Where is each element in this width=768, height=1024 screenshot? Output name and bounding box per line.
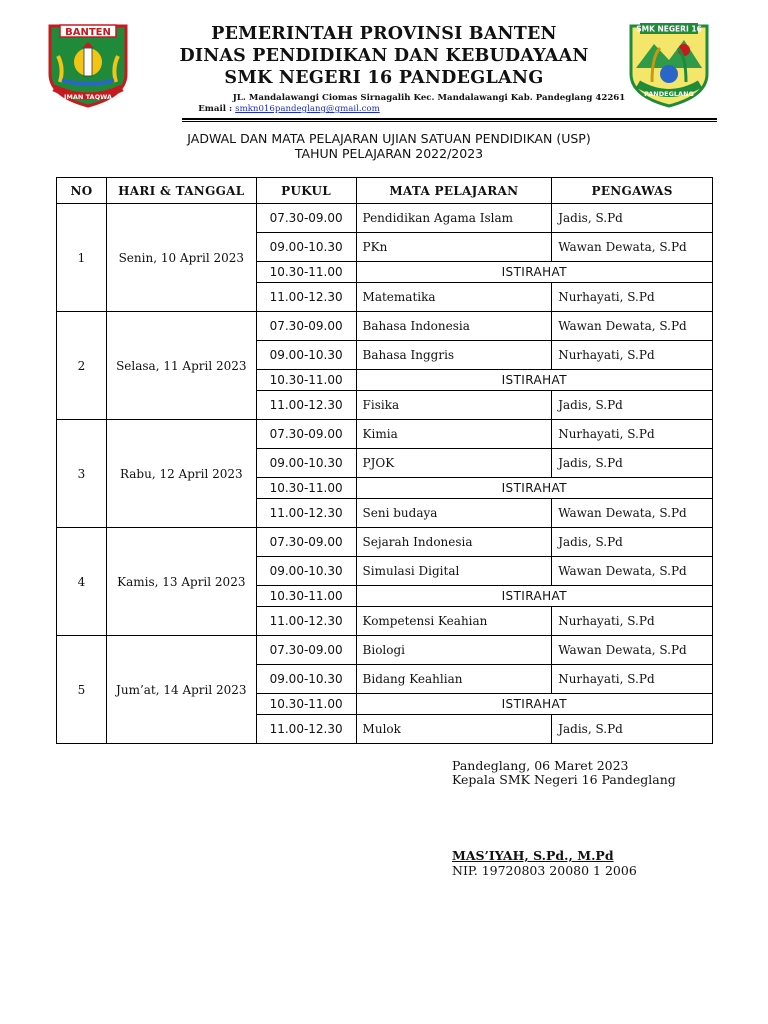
cell-break: ISTIRAHAT: [356, 694, 712, 715]
email-label: Email :: [198, 104, 236, 114]
cell-subject: Bahasa Indonesia: [356, 312, 552, 341]
table-row: [57, 636, 713, 665]
cell-subject: Mulok: [356, 715, 552, 744]
cell-subject: PJOK: [356, 449, 552, 478]
cell-day-date: Senin, 10 April 2023: [106, 204, 256, 312]
cell-proctor: Nurhayati, S.Pd: [552, 607, 713, 636]
letterhead-department: DINAS PENDIDIKAN DAN KEBUDAYAAN: [179, 46, 589, 66]
exam-schedule-table: [56, 177, 713, 744]
cell-proctor: Nurhayati, S.Pd: [552, 665, 713, 694]
cell-time: 09.00-10.30: [256, 557, 356, 586]
cell-proctor: Jadis, S.Pd: [552, 391, 713, 420]
svg-text:BANTEN: BANTEN: [65, 27, 111, 38]
signature-name: MAS’IYAH, S.Pd., M.Pd: [452, 848, 614, 863]
cell-time: 10.30-11.00: [256, 262, 356, 283]
table-header-row: [57, 178, 713, 204]
table-row: [57, 420, 713, 449]
cell-time: 09.00-10.30: [256, 233, 356, 262]
cell-no: 1: [57, 204, 107, 312]
cell-day-date: Jum’at, 14 April 2023: [106, 636, 256, 744]
cell-proctor: Nurhayati, S.Pd: [552, 420, 713, 449]
cell-day-date: Kamis, 13 April 2023: [106, 528, 256, 636]
letterhead-rule-thick: [182, 118, 717, 120]
cell-break: ISTIRAHAT: [356, 586, 712, 607]
letterhead-address: JL. Mandalawangi Ciomas Sirnagalih Kec. Mandalawangi Kab. Pandeglang 42261: [232, 93, 626, 103]
cell-subject: Seni budaya: [356, 499, 552, 528]
signature-place-date: Pandeglang, 06 Maret 2023: [452, 758, 629, 773]
cell-proctor: Wawan Dewata, S.Pd: [552, 233, 713, 262]
cell-break: ISTIRAHAT: [356, 478, 712, 499]
svg-text:SMK NEGERI 16: SMK NEGERI 16: [636, 24, 702, 34]
cell-time: 07.30-09.00: [256, 204, 356, 233]
signature-nip: NIP. 19720803 20080 1 2006: [452, 863, 637, 878]
cell-no: 3: [57, 420, 107, 528]
header-proctor: PENGAWAS: [552, 178, 713, 204]
cell-time: 09.00-10.30: [256, 341, 356, 370]
cell-time: 07.30-09.00: [256, 528, 356, 557]
cell-subject: Kimia: [356, 420, 552, 449]
cell-subject: PKn: [356, 233, 552, 262]
cell-time: 11.00-12.30: [256, 283, 356, 312]
cell-time: 07.30-09.00: [256, 312, 356, 341]
schedule-body: [57, 204, 713, 744]
svg-text:IMAN TAQWA: IMAN TAQWA: [63, 93, 113, 101]
cell-no: 4: [57, 528, 107, 636]
cell-no: 2: [57, 312, 107, 420]
document-subtitle: TAHUN PELAJARAN 2022/2023: [294, 146, 484, 161]
cell-proctor: Jadis, S.Pd: [552, 449, 713, 478]
cell-time: 09.00-10.30: [256, 449, 356, 478]
letterhead-government: PEMERINTAH PROVINSI BANTEN: [211, 24, 557, 44]
cell-break: ISTIRAHAT: [356, 370, 712, 391]
table-row: [57, 204, 713, 233]
cell-proctor: Nurhayati, S.Pd: [552, 341, 713, 370]
signature-position: Kepala SMK Negeri 16 Pandeglang: [452, 772, 676, 787]
cell-time: 10.30-11.00: [256, 694, 356, 715]
cell-subject: Biologi: [356, 636, 552, 665]
cell-no: 5: [57, 636, 107, 744]
cell-proctor: Wawan Dewata, S.Pd: [552, 499, 713, 528]
cell-time: 11.00-12.30: [256, 499, 356, 528]
header-day: HARI & TANGGAL: [106, 178, 256, 204]
cell-proctor: Jadis, S.Pd: [552, 715, 713, 744]
cell-time: 09.00-10.30: [256, 665, 356, 694]
cell-day-date: Rabu, 12 April 2023: [106, 420, 256, 528]
letterhead-rule-thin: [182, 121, 717, 122]
cell-time: 10.30-11.00: [256, 586, 356, 607]
cell-subject: Simulasi Digital: [356, 557, 552, 586]
cell-day-date: Selasa, 11 April 2023: [106, 312, 256, 420]
cell-proctor: Wawan Dewata, S.Pd: [552, 312, 713, 341]
svg-text:PANDEGLANG: PANDEGLANG: [644, 90, 694, 98]
cell-subject: Matematika: [356, 283, 552, 312]
cell-proctor: Jadis, S.Pd: [552, 204, 713, 233]
letterhead-email-line: [0, 104, 768, 114]
cell-time: 07.30-09.00: [256, 636, 356, 665]
header-no: NO: [57, 178, 107, 204]
cell-subject: Fisika: [356, 391, 552, 420]
cell-subject: Sejarah Indonesia: [356, 528, 552, 557]
cell-proctor: Jadis, S.Pd: [552, 528, 713, 557]
cell-time: 07.30-09.00: [256, 420, 356, 449]
email-link[interactable]: smkn016pandeglang@gmail.com: [235, 104, 380, 114]
cell-time: 10.30-11.00: [256, 370, 356, 391]
cell-time: 11.00-12.30: [256, 607, 356, 636]
cell-time: 11.00-12.30: [256, 715, 356, 744]
cell-subject: Bidang Keahlian: [356, 665, 552, 694]
cell-proctor: Wawan Dewata, S.Pd: [552, 557, 713, 586]
header-time: PUKUL: [256, 178, 356, 204]
cell-time: 10.30-11.00: [256, 478, 356, 499]
cell-proctor: Wawan Dewata, S.Pd: [552, 636, 713, 665]
cell-break: ISTIRAHAT: [356, 262, 712, 283]
cell-subject: Bahasa Inggris: [356, 341, 552, 370]
letterhead-school: SMK NEGERI 16 PANDEGLANG: [224, 68, 544, 88]
cell-time: 11.00-12.30: [256, 391, 356, 420]
cell-proctor: Nurhayati, S.Pd: [552, 283, 713, 312]
cell-subject: Pendidikan Agama Islam: [356, 204, 552, 233]
header-subject: MATA PELAJARAN: [356, 178, 552, 204]
table-row: [57, 528, 713, 557]
table-row: [57, 312, 713, 341]
document-title: JADWAL DAN MATA PELAJARAN UJIAN SATUAN PENDIDIKAN (USP): [187, 131, 591, 146]
cell-subject: Kompetensi Keahian: [356, 607, 552, 636]
